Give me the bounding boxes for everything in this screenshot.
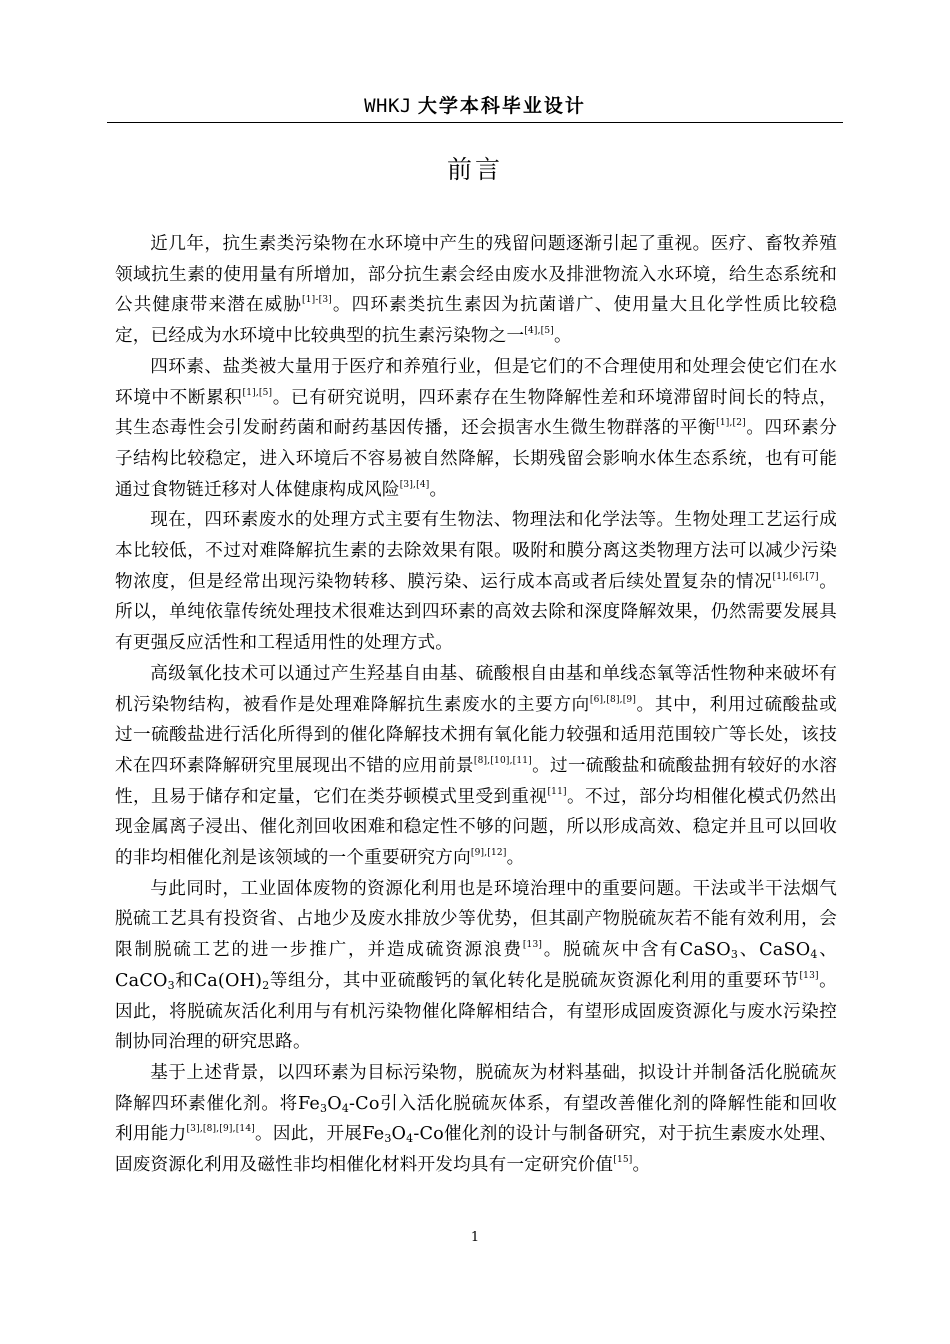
citation: [11]	[547, 786, 567, 797]
subscript: 3	[730, 948, 739, 962]
subscript: 4	[406, 1132, 414, 1146]
text-run: 高级氧化技术可以通过产生羟基自由基、硫酸根自由基和单线态氧等活性物种来破坏有机污染物结构，被看作是处理难降解抗生素废水的主要方向	[115, 663, 837, 715]
text-run: -Co催化剂的设计与制备研究，对于抗生素废水处理、固废资源化利用及磁性非均相催化材料开发均具有一定研究价值	[115, 1124, 837, 1176]
text-run: 基于上述背景，以四环素为目标污染物，脱硫灰为材料基础，拟设计并制备活化脱硫灰降解四环素催化剂。将Fe	[115, 1062, 837, 1114]
text-run: 。四环素分子结构比较稳定，进入环境后不容易被自然降解，长期残留会影响水体生态系统，也有可能通过食物链迁移对人体健康构成风险	[115, 418, 837, 500]
text-run: 。四环素类抗生素因为抗菌谱广、使用量大且化学性质比较稳定，已经成为水环境中比较典型的抗生素污染物之一	[115, 295, 837, 347]
text-run: 和Ca(OH)	[174, 970, 263, 991]
document-body	[115, 229, 837, 1181]
text-run: 。因此，开展Fe	[254, 1124, 385, 1145]
citation: [13]	[799, 970, 819, 981]
text-run: 。	[554, 326, 572, 347]
paragraph	[115, 659, 837, 874]
text-run: 。已有研究说明，四环素存在生物降解性差和环境滞留时间长的特点，其生态毒性会引发耐药菌和耐药基因传播，还会损害水生微生物群落的平衡	[115, 387, 837, 439]
citation: [15]	[613, 1155, 633, 1166]
paragraph	[115, 874, 837, 1058]
citation: [1],[2]	[716, 418, 746, 429]
text-run: 。脱硫灰中含有CaSO	[542, 940, 731, 961]
text-run: 与此同时，工业固体废物的资源化利用也是环境治理中的重要问题。干法或半干法烟气脱硫工艺具有投资省、占地少及废水排放少等优势，但其副产物脱硫灰若不能有效利用，会限制脱硫工艺的进一步推广，并造成硫资源浪费	[115, 878, 837, 961]
header-code: WHKJ	[364, 95, 412, 117]
text-run: 。不过，部分均相催化模式仍然出现金属离子浸出、催化剂回收困难和稳定性不够的问题，所以形成高效、稳定并且可以回收的非均相催化剂是该领域的一个重要研究方向	[115, 786, 837, 869]
citation: [3],[8],[9],[14]	[186, 1124, 255, 1135]
text-run: 等组分，其中亚硫酸钙的氧化转化是脱硫灰资源化利用的重要环节	[269, 970, 800, 991]
subscript: 3	[320, 1101, 328, 1115]
page-header	[107, 92, 843, 120]
text-run: 近几年，抗生素类污染物在水环境中产生的残留问题逐渐引起了重视。医疗、畜牧养殖领域抗生素的使用量有所增加，部分抗生素会经由废水及排泄物流入水环境，给生态系统和公共健康带来潜在威胁	[115, 234, 837, 316]
subscript: 3	[384, 1132, 392, 1146]
citation: [13]	[522, 940, 543, 951]
subscript: 3	[167, 978, 175, 992]
text-run: 。因此，将脱硫灰活化利用与有机污染物催化降解相结合，有望形成固废资源化与废水污染控制协同治理的研究思路。	[115, 970, 837, 1053]
text-run: 、CaSO	[738, 940, 811, 961]
paragraph	[115, 1058, 837, 1181]
citation: [9],[12]	[470, 848, 507, 859]
header-university: 大学本科毕业设计	[417, 95, 586, 117]
page-title: 前言	[446, 155, 503, 184]
citation: [1],[5]	[242, 387, 273, 398]
citation: [4],[5]	[524, 326, 555, 337]
citation: [3],[4]	[399, 479, 430, 490]
subscript: 4	[341, 1101, 350, 1115]
text-run: 。其中，利用过硫酸盐或过一硫酸盐进行活化所得到的催化降解技术拥有氧化能力较强和适用范围较广等长处，该技术在四环素降解研究里展现出不错的应用前景	[115, 694, 837, 776]
text-run: -Co引入活化脱硫灰体系，有望改善催化剂的降解性能和回收利用能力	[115, 1093, 837, 1145]
text-run: 。	[506, 848, 525, 869]
citation: [6],[8],[9]	[589, 694, 637, 705]
citation: [1],[6],[7]	[772, 571, 819, 582]
citation: [8],[10],[11]	[473, 755, 532, 766]
subscript: 4	[810, 948, 818, 962]
text-run: 。	[429, 479, 448, 500]
text-run: 。	[632, 1155, 651, 1176]
text-run: O	[391, 1124, 407, 1145]
citation: [1]-[3]	[302, 295, 332, 306]
text-run: 。所以，单纯依靠传统处理技术很难达到四环素的高效去除和深度降解效果，仍然需要发展具有更强反应活性和工程适用性的处理方式。	[115, 571, 837, 654]
subscript: 2	[262, 978, 270, 992]
text-run: 。过一硫酸盐和硫酸盐拥有较好的水溶性，且易于储存和定量，它们在类芬顿模式里受到重视	[115, 755, 837, 807]
page-number: 1	[470, 1230, 480, 1245]
paragraph	[115, 229, 837, 352]
text-run: 四环素、盐类被大量用于医疗和养殖行业，但是它们的不合理使用和处理会使它们在水环境中不断累积	[115, 356, 837, 408]
text-run: 、CaCO	[115, 940, 837, 991]
header-divider	[107, 122, 843, 123]
paragraph	[115, 505, 837, 659]
paragraph	[115, 352, 837, 506]
text-run: O	[327, 1093, 342, 1114]
text-run: 现在，四环素废水的处理方式主要有生物法、物理法和化学法等。生物处理工艺运行成本比较低，不过对难降解抗生素的去除效果有限。吸附和膜分离这类物理方法可以减少污染物浓度，但是经常出现污染物转移、膜污染、运行成本高或者后续处置复杂的情况	[115, 510, 837, 592]
